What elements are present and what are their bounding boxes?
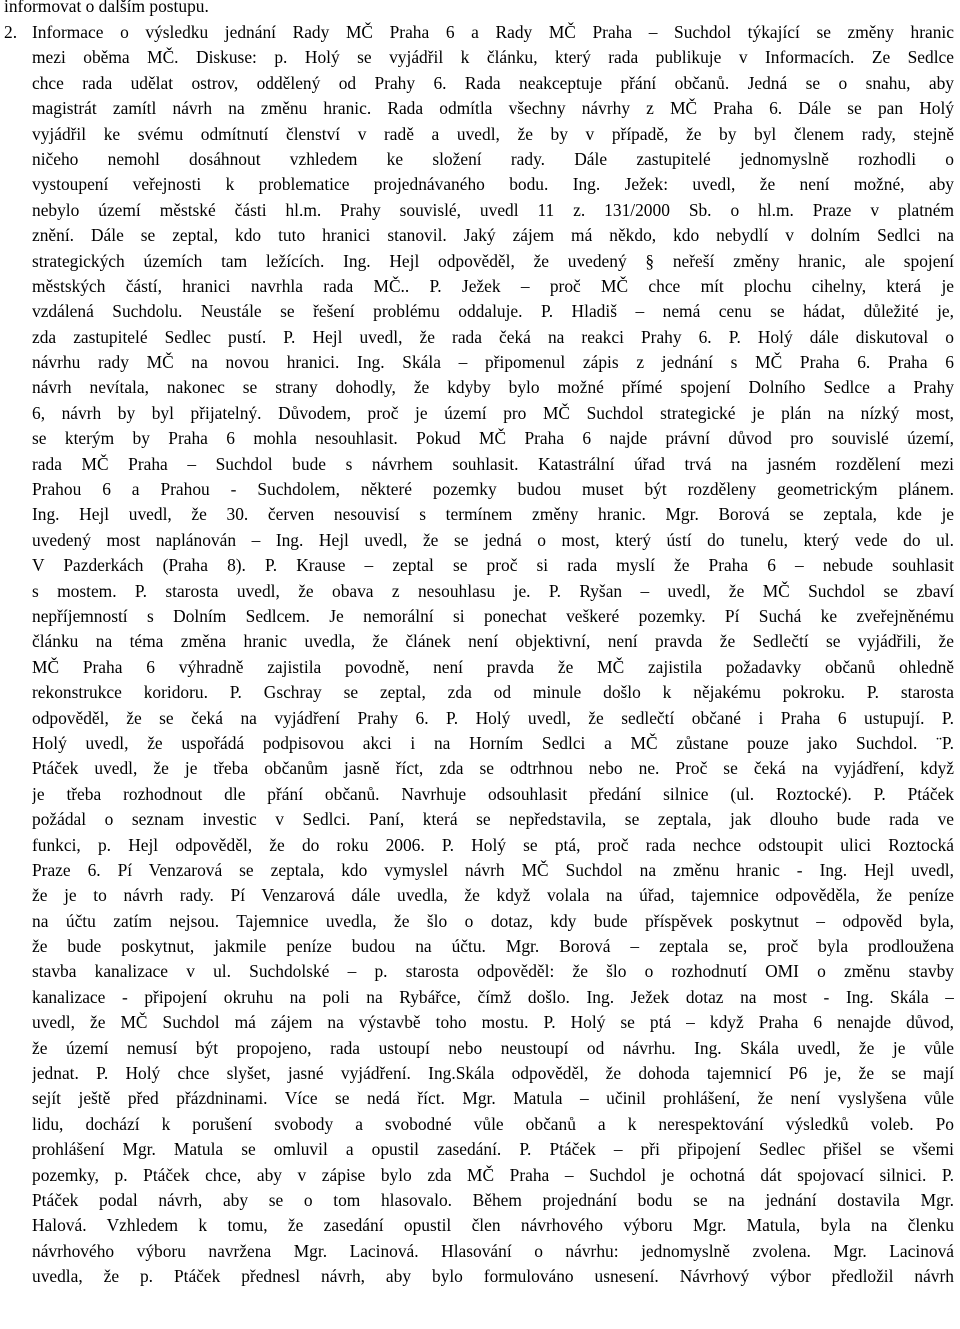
list-item-first-line [4, 20, 954, 45]
paragraph-body [32, 45, 954, 1289]
paragraph-line: uvedený most naplánován – Ing. Hejl uvedl, že se jedná o most, který ústí do tunelu, který vede do ul. [32, 529, 954, 550]
paragraph-line: vystoupení veřejnosti k problematice projednávaného bodu. Ing. Ježek: uvedl, že není možné, aby [32, 174, 954, 195]
paragraph-line: MČ Praha 6 výhradně zajistila povodně, není pravda že MČ zajistila požadavky občanů ohledně [32, 656, 954, 677]
lead-line: informovat o dalším postupu. [4, 0, 209, 16]
paragraph-line: jednat. P. Holý chce slyšet, jasné vyjádření. Ing.Skála odpověděl, že dohoda tajemnicí P6 je, že se mají [32, 1063, 954, 1084]
paragraph-line: zda zastupitelé Sedlec pustí. P. Hejl uvedl, že rada čeká na reakci Prahy 6. P. Holý dále diskutoval o [32, 326, 954, 347]
paragraph-line: Holý uvedl, že uspořádá podpisovou akci i na Horním Sedlci a MČ zůstane pouze jako Suchdol. ¨P. [32, 732, 954, 753]
paragraph-line: kanalizace - připojení okruhu na poli na Rybářce, čímž došlo. Ing. Ježek dotaz na most - Ing. Skála – [32, 986, 954, 1007]
paragraph-line: vyjádřil ke svému odmítnutí členství v radě a uvedl, že by v případě, že by byl členem rady, stejně [32, 123, 954, 144]
paragraph-line: prohlášení Mgr. Matula se omluvil a opustil zasedání. P. Ptáček – při připojení Sedlec přišel se všemi [32, 1139, 954, 1160]
paragraph-line: s mostem. P. starosta uvedl, že obava z nesouhlasu je. P. Ryšan – uvedl, že MČ Suchdol se zbaví [32, 580, 954, 601]
paragraph-line: návrhového výboru navržena Mgr. Lacinová. Hlasování o návrhu: jednomyslně zvolena. Mgr. Lacinová [32, 1240, 954, 1261]
paragraph-line: že bude poskytnut, jakmile peníze budou na účtu. Mgr. Borová – zeptala se, proč byla prodloužena [32, 936, 954, 957]
paragraph-line: magistrát zamítl návrh na změnu hranic. Rada odmítla všechny návrhy z MČ Praha 6. Dále se pan Holý [32, 98, 954, 119]
paragraph-line: městských částí, hranici navrhla rada MČ.. P. Ježek – proč MČ chce mít plochu cihelny, která je [32, 275, 954, 296]
paragraph-line: Praze 6. Pí Venzarová se zeptala, kdo vymyslel návrh MČ Suchdol na změnu hranic - Ing. Hejl uvedl, [32, 859, 954, 880]
paragraph-line: nepříjemností s Dolním Sedlcem. Je nemorální si ponechat veškeré pozemky. Pí Suchá ke zveřejněnému [32, 605, 954, 626]
paragraph-line: se kterým by Praha 6 mohla nesouhlasit. Pokud MČ Praha 6 najde právní důvod pro souvislé území, [32, 428, 954, 449]
paragraph-line: znění. Dále se zeptal, kdo tuto hranici stanovil. Jaký zájem má někdo, kdo nebydlí v dolním Sedlci na [32, 225, 954, 246]
paragraph-line: odpověděl, že se čeká na vyjádření Prahy 6. P. Holý uvedl, že sedlečtí občané i Praha 6 ustupují. P. [32, 707, 954, 728]
paragraph-line: rekonstrukce koridoru. P. Gschray se zeptal, zda od minule došlo k nějakému pokroku. P. starosta [32, 682, 954, 703]
paragraph-line: vzdálená Suchdolu. Neustále se řešení problému oddaluje. P. Hladiš – nemá cenu se hádat, důležité je, [32, 301, 954, 322]
paragraph-line: na účtu zatím nejsou. Tajemnice uvedla, že šlo o dotaz, kdy bude příspěvek poskytnut – odpověd byla, [32, 910, 954, 931]
paragraph-line: že území nemusí být propojeno, rada ustoupí nebo neustoupí od návrhu. Ing. Skála uvedl, že je vůle [32, 1037, 954, 1058]
paragraph-line: Ptáček uvedl, že je třeba občanům jasně říct, zda se odtrhnou nebo ne. Proč se čeká na vyjádření, když [32, 758, 954, 779]
paragraph-line: mezi oběma MČ. Diskuse: p. Holý se vyjádřil k článku, který rada publikuje v Informacích. Ze Sedlce [32, 47, 954, 68]
paragraph-line: je třeba rozhodnout dle přání občanů. Navrhuje odsouhlasit předání silnice (ul. Roztocké). P. Ptáček [32, 783, 954, 804]
paragraph-line: rada MČ Praha – Suchdol bude s návrhem souhlasit. Katastrální úřad trvá na jasném rozdělení mezi [32, 453, 954, 474]
paragraph-line: sejít ještě před přázdninami. Více se nedá říct. Mgr. Matula – učinil prohlášení, že není vyslyšena vůle [32, 1088, 954, 1109]
paragraph-line: návrh nevítala, nakonec se strany dohodly, že kdyby bylo možné přímé spojení Dolního Sedlce a Prahy [32, 377, 954, 398]
paragraph-line: Halová. Vzhledem k tomu, že zasedání opustil člen návrhového výboru Mgr. Matula, byla na členku [32, 1215, 954, 1236]
paragraph-line: ničeho nemohl dosáhnout vzhledem ke složení rady. Dále zastupitelé jednomyslně rozhodli o [32, 148, 954, 169]
paragraph-line: 6, návrh by byl přijatelný. Důvodem, proč je území pro MČ Suchdol strategické je plán na nízký most, [32, 402, 954, 423]
paragraph-line: uvedla, že p. Ptáček přednesl návrh, aby bylo formulováno usnesení. Návrhový výbor předložil návrh [32, 1266, 954, 1287]
paragraph-line: článku na téma změna hranic uvedla, že článek není objektivní, není pravda že Sedlečtí se vyjádřili, že [32, 631, 954, 652]
paragraph-line: uvedl, že MČ Suchdol má zájem na výstavbě toho mostu. P. Holý se ptá – když Praha 6 nenajde důvod, [32, 1012, 954, 1033]
paragraph-line: pozemky, p. Ptáček chce, aby v zápise bylo zda MČ Praha – Suchdol je ochotná dát spojovací silnici. P. [32, 1164, 954, 1185]
paragraph-line: stavba kanalizace v ul. Suchdolské – p. starosta odpověděl: že šlo o rozhodnutí OMI o změnu stavby [32, 961, 954, 982]
paragraph-line: lidu, dochází k porušení svobody a svobodné vůle občanů a k nerespektování výsledků voleb. Po [32, 1113, 954, 1134]
list-item-number: 2. [4, 22, 18, 42]
paragraph-line: nebylo území městské části hl.m. Prahy souvislé, uvedl 11 z. 131/2000 Sb. o hl.m. Praze v platném [32, 199, 954, 220]
paragraph-line: požádal o seznam investic v Sedlci. Paní, která se nepředstavila, se zeptala, jak dlouho bude rada ve [32, 809, 954, 830]
paragraph-line: strategických územích tam ležících. Ing. Hejl odpověděl, že uvedený § neřeší změny hranic, ale spojení [32, 250, 954, 271]
paragraph-line: Ing. Hejl uvedl, že 30. červen nesouvisí s termínem změny hranic. Mgr. Borová se zeptala, kde je [32, 504, 954, 525]
paragraph-line: Informace o výsledku jednání Rady MČ Praha 6 a Rady MČ Praha – Suchdol týkající se změny hranic [32, 22, 954, 42]
paragraph-line: funkci, p. Hejl odpověděl, že do roku 2006. P. Holý se ptá, proč rada nechce odstoupit ulici Roztocká [32, 834, 954, 855]
paragraph-line: V Pazderkách (Praha 8). P. Krause – zeptal se proč si rada myslí že Praha 6 – nebude souhlasit [32, 555, 954, 576]
paragraph-line: návrhu rady MČ na novou hranici. Ing. Skála – připomenul zápis z jednání s MČ Praha 6. Praha 6 [32, 352, 954, 373]
paragraph-line: chce rada udělat ostrov, oddělený od Prahy 6. Rada neakceptuje přání občanů. Jedná se o snahu, aby [32, 72, 954, 93]
paragraph-line: Ptáček podal návrh, aby se o tom hlasovalo. Během projednání bodu se na jednání dostavila Mgr. [32, 1189, 954, 1210]
paragraph-line: že je to návrh rady. Pí Venzarová dále uvedla, že když volala na úřad, tajemnice odpověděla, že peníze [32, 885, 954, 906]
paragraph-line: Prahou 6 a Prahou - Suchdolem, některé pozemky budou muset být rozděleny geometrickým plánem. [32, 479, 954, 500]
